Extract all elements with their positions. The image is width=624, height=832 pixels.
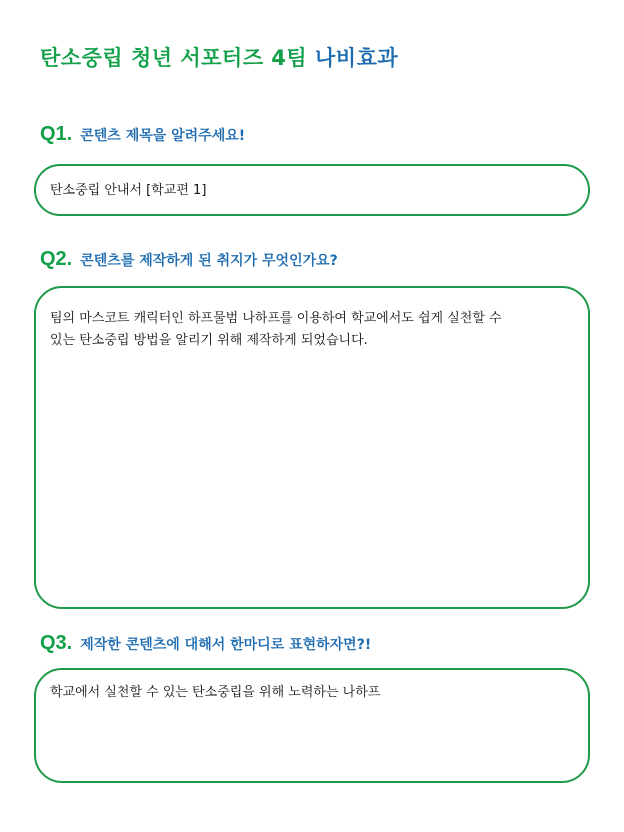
question-1-text: 콘텐츠 제목을 알려주세요!: [80, 128, 246, 144]
question-1-number: Q1.: [40, 123, 73, 145]
question-3-number: Q3.: [40, 632, 73, 654]
page-title: [40, 42, 398, 72]
answer-box-3: [34, 668, 590, 783]
question-3: [40, 632, 371, 655]
answer-box-1: [34, 164, 590, 216]
answer-2-line-1: 팀의 마스코트 캐릭터인 하프물범 나하프를 이용하여 학교에서도 쉽게 실천할 수: [50, 311, 502, 326]
question-3-text: 제작한 콘텐츠에 대해서 한마디로 표현하자면?!: [80, 637, 372, 653]
title-team: 탄소중립 청년 서포터즈 4팀: [40, 46, 308, 70]
question-2-number: Q2.: [40, 248, 73, 270]
title-team-name: 나비효과: [315, 46, 399, 70]
answer-3-text: 학교에서 실천할 수 있는 탄소중립을 위해 노력하는 나하프: [50, 685, 381, 700]
answer-1-text: 탄소중립 안내서 [학교편 1]: [50, 183, 207, 198]
answer-box-2: [34, 286, 590, 609]
answer-2-line-2: 있는 탄소중립 방법을 알리기 위해 제작하게 되었습니다.: [50, 333, 368, 348]
question-1: [40, 123, 245, 146]
question-2-text: 콘텐츠를 제작하게 된 취지가 무엇인가요?: [80, 253, 338, 269]
question-2: [40, 248, 338, 271]
